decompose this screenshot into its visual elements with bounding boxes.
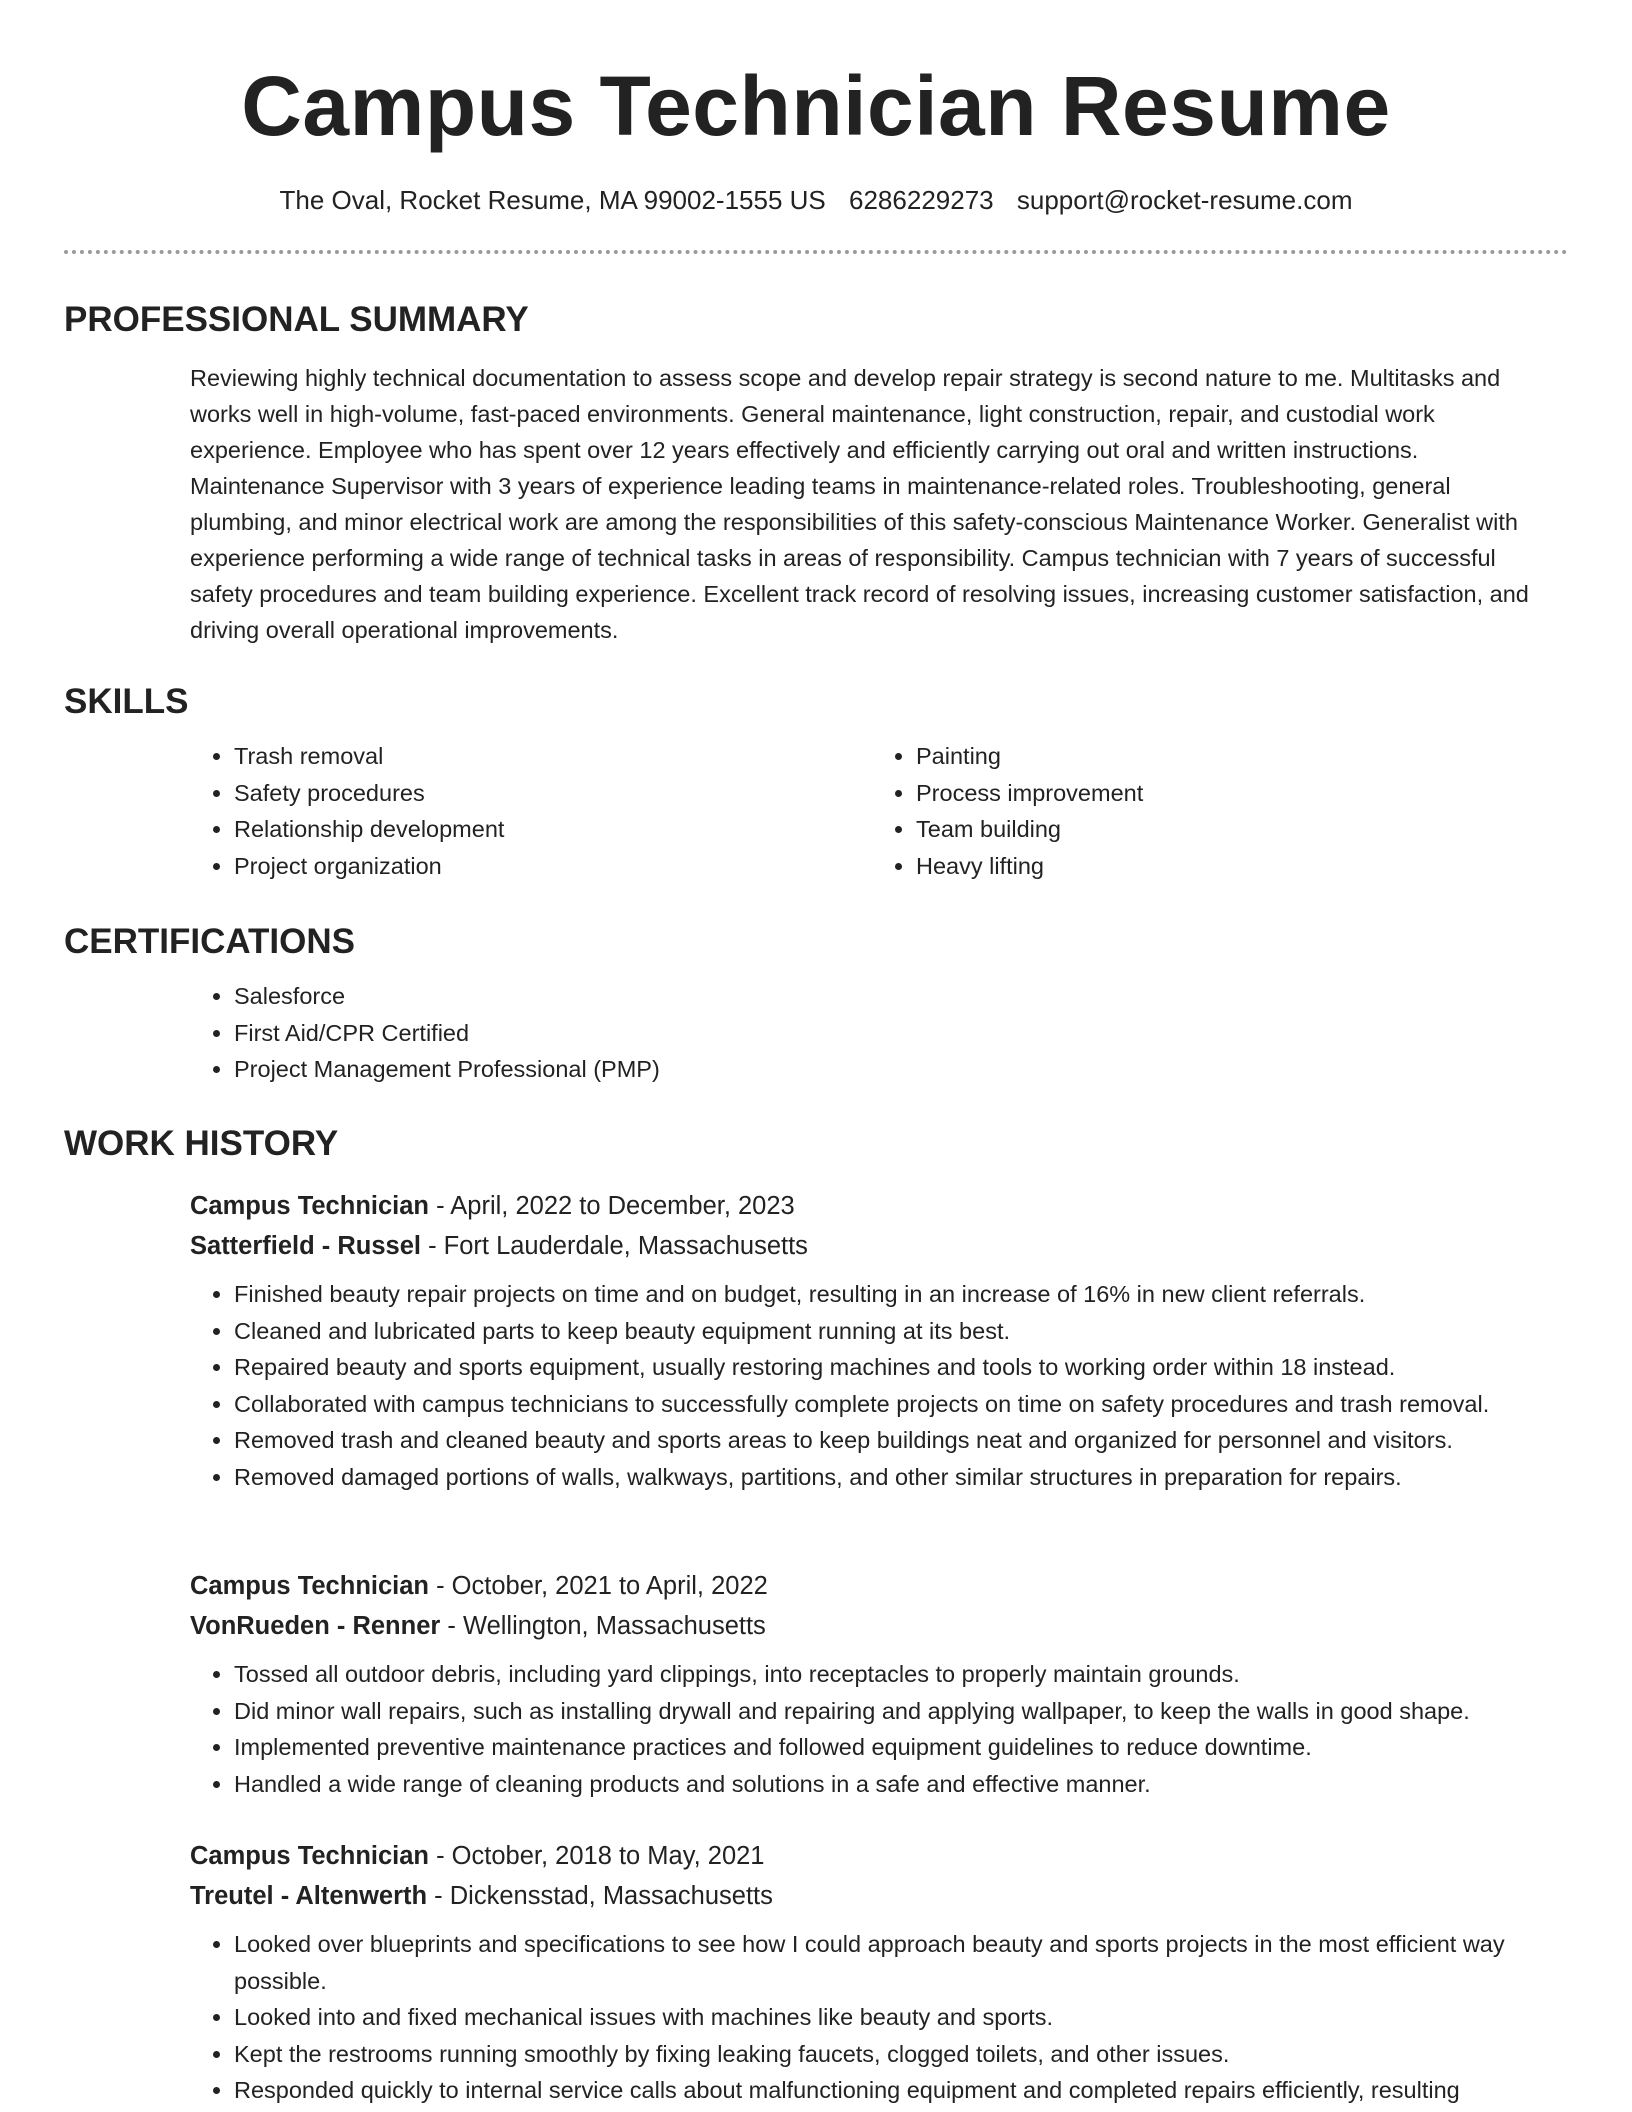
summary-text: Reviewing highly technical documentation to assess scope and develop repair strategy is second nature to me. Multitasks and works well in high-volume, fast-paced environments. General maintenance, light construction, repair, and custodial work experience. Employee who has spent over 12 years effectively and efficiently carrying out oral and written instructions. Maintenance Supervisor with 3 years of experience leading teams in maintenance-related roles. Troubleshooting, general plumbing, and minor electrical work are among the responsibilities of this safety-conscious Maintenance Worker. Generalist with experience performing a wide range of technical tasks in areas of responsibility. Campus technician with 7 years of successful safety procedures and team building experience. Excellent track record of resolving issues, increasing customer satisfaction, and driving overall operational improvements.	[190, 365, 1529, 643]
job-entry	[64, 1186, 1568, 1495]
job-dates: - October, 2018 to May, 2021	[429, 1842, 765, 1870]
job-title-line	[190, 1186, 1554, 1226]
job-bullet-list	[190, 1926, 1554, 2109]
skills-heading: SKILLS	[64, 682, 189, 721]
job-entry	[64, 1566, 1568, 1802]
job-company-line	[190, 1606, 1554, 1646]
job-title: Campus Technician	[190, 1842, 430, 1870]
certifications-heading: CERTIFICATIONS	[64, 922, 356, 961]
skill-item: • Relationship development	[234, 811, 872, 848]
skill-item: • Process improvement	[916, 775, 1554, 812]
job-title: Campus Technician	[190, 1192, 430, 1220]
header-divider	[64, 250, 1568, 254]
certification-item: • First Aid/CPR Certified	[234, 1015, 1554, 1052]
job-company: Satterfield - Russel	[190, 1232, 421, 1260]
job-bullet: • Removed damaged portions of walls, walkways, partitions, and other similar structures in preparation for repairs.	[234, 1459, 1554, 1496]
work-history-heading: WORK HISTORY	[64, 1124, 339, 1163]
certifications-section	[64, 920, 1568, 1088]
job-title-line	[190, 1836, 1554, 1876]
job-location: - Fort Lauderdale, Massachusetts	[420, 1232, 808, 1260]
job-bullet: • Removed trash and cleaned beauty and sports areas to keep buildings neat and organized for personnel and visitors.	[234, 1422, 1554, 1459]
job-company: Treutel - Altenwerth	[190, 1882, 428, 1910]
skill-item: • Project organization	[234, 848, 872, 885]
job-location: - Dickensstad, Massachusetts	[427, 1882, 773, 1910]
summary-heading: PROFESSIONAL SUMMARY	[64, 300, 529, 339]
job-bullet-list	[190, 1656, 1554, 1802]
skill-item: • Trash removal	[234, 738, 872, 775]
certifications-list	[190, 978, 1554, 1088]
job-bullet: • Repaired beauty and sports equipment, usually restoring machines and tools to working order within 18 instead.	[234, 1349, 1554, 1386]
job-title-line	[190, 1566, 1554, 1606]
address-text: The Oval, Rocket Resume, MA 99002-1555 US	[279, 185, 826, 215]
job-bullet: • Responded quickly to internal service calls about malfunctioning equipment and completed repairs efficiently, resulting	[234, 2072, 1554, 2109]
job-bullet: • Finished beauty repair projects on time and on budget, resulting in an increase of 16% in new client referrals.	[234, 1276, 1554, 1313]
page-title: Campus Technician Resume	[241, 59, 1391, 153]
job-bullet: • Handled a wide range of cleaning products and solutions in a safe and effective manner.	[234, 1766, 1554, 1803]
job-bullet: • Looked over blueprints and specifications to see how I could approach beauty and sports projects in the most efficient way possible.	[234, 1926, 1554, 1999]
certification-item: • Salesforce	[234, 978, 1554, 1015]
phone-text: 6286229273	[849, 185, 994, 215]
job-bullet: • Cleaned and lubricated parts to keep beauty equipment running at its best.	[234, 1313, 1554, 1350]
skills-list-right	[872, 738, 1554, 884]
skills-list-left	[190, 738, 872, 884]
skills-section	[64, 680, 1568, 884]
job-dates: - April, 2022 to December, 2023	[429, 1192, 795, 1220]
job-bullet: • Did minor wall repairs, such as installing drywall and repairing and applying wallpaper, to keep the walls in good shape.	[234, 1693, 1554, 1730]
job-dates: - October, 2021 to April, 2022	[429, 1572, 768, 1600]
job-bullet: • Tossed all outdoor debris, including yard clippings, into receptacles to properly maintain grounds.	[234, 1656, 1554, 1693]
job-bullet: • Kept the restrooms running smoothly by fixing leaking faucets, clogged toilets, and other issues.	[234, 2036, 1554, 2073]
job-bullet: • Implemented preventive maintenance practices and followed equipment guidelines to reduce downtime.	[234, 1729, 1554, 1766]
skill-item: • Painting	[916, 738, 1554, 775]
skill-item: • Team building	[916, 811, 1554, 848]
summary-section	[64, 298, 1568, 648]
contact-line	[64, 182, 1568, 218]
job-entry	[64, 1836, 1568, 2109]
resume-page	[64, 0, 1568, 2103]
job-company: VonRueden - Renner	[190, 1612, 441, 1640]
job-bullet-list	[190, 1276, 1554, 1495]
job-bullet: • Looked into and fixed mechanical issues with machines like beauty and sports.	[234, 1999, 1554, 2036]
job-company-line	[190, 1226, 1554, 1266]
skill-item: • Heavy lifting	[916, 848, 1554, 885]
job-bullet: • Collaborated with campus technicians to successfully complete projects on time on safety procedures and trash removal.	[234, 1386, 1554, 1423]
job-company-line	[190, 1876, 1554, 1916]
skill-item: • Safety procedures	[234, 775, 872, 812]
certification-item: • Project Management Professional (PMP)	[234, 1051, 1554, 1088]
job-location: - Wellington, Massachusetts	[440, 1612, 766, 1640]
work-history-section	[64, 1122, 1568, 1166]
job-title: Campus Technician	[190, 1572, 430, 1600]
email-text: support@rocket-resume.com	[1016, 185, 1353, 215]
